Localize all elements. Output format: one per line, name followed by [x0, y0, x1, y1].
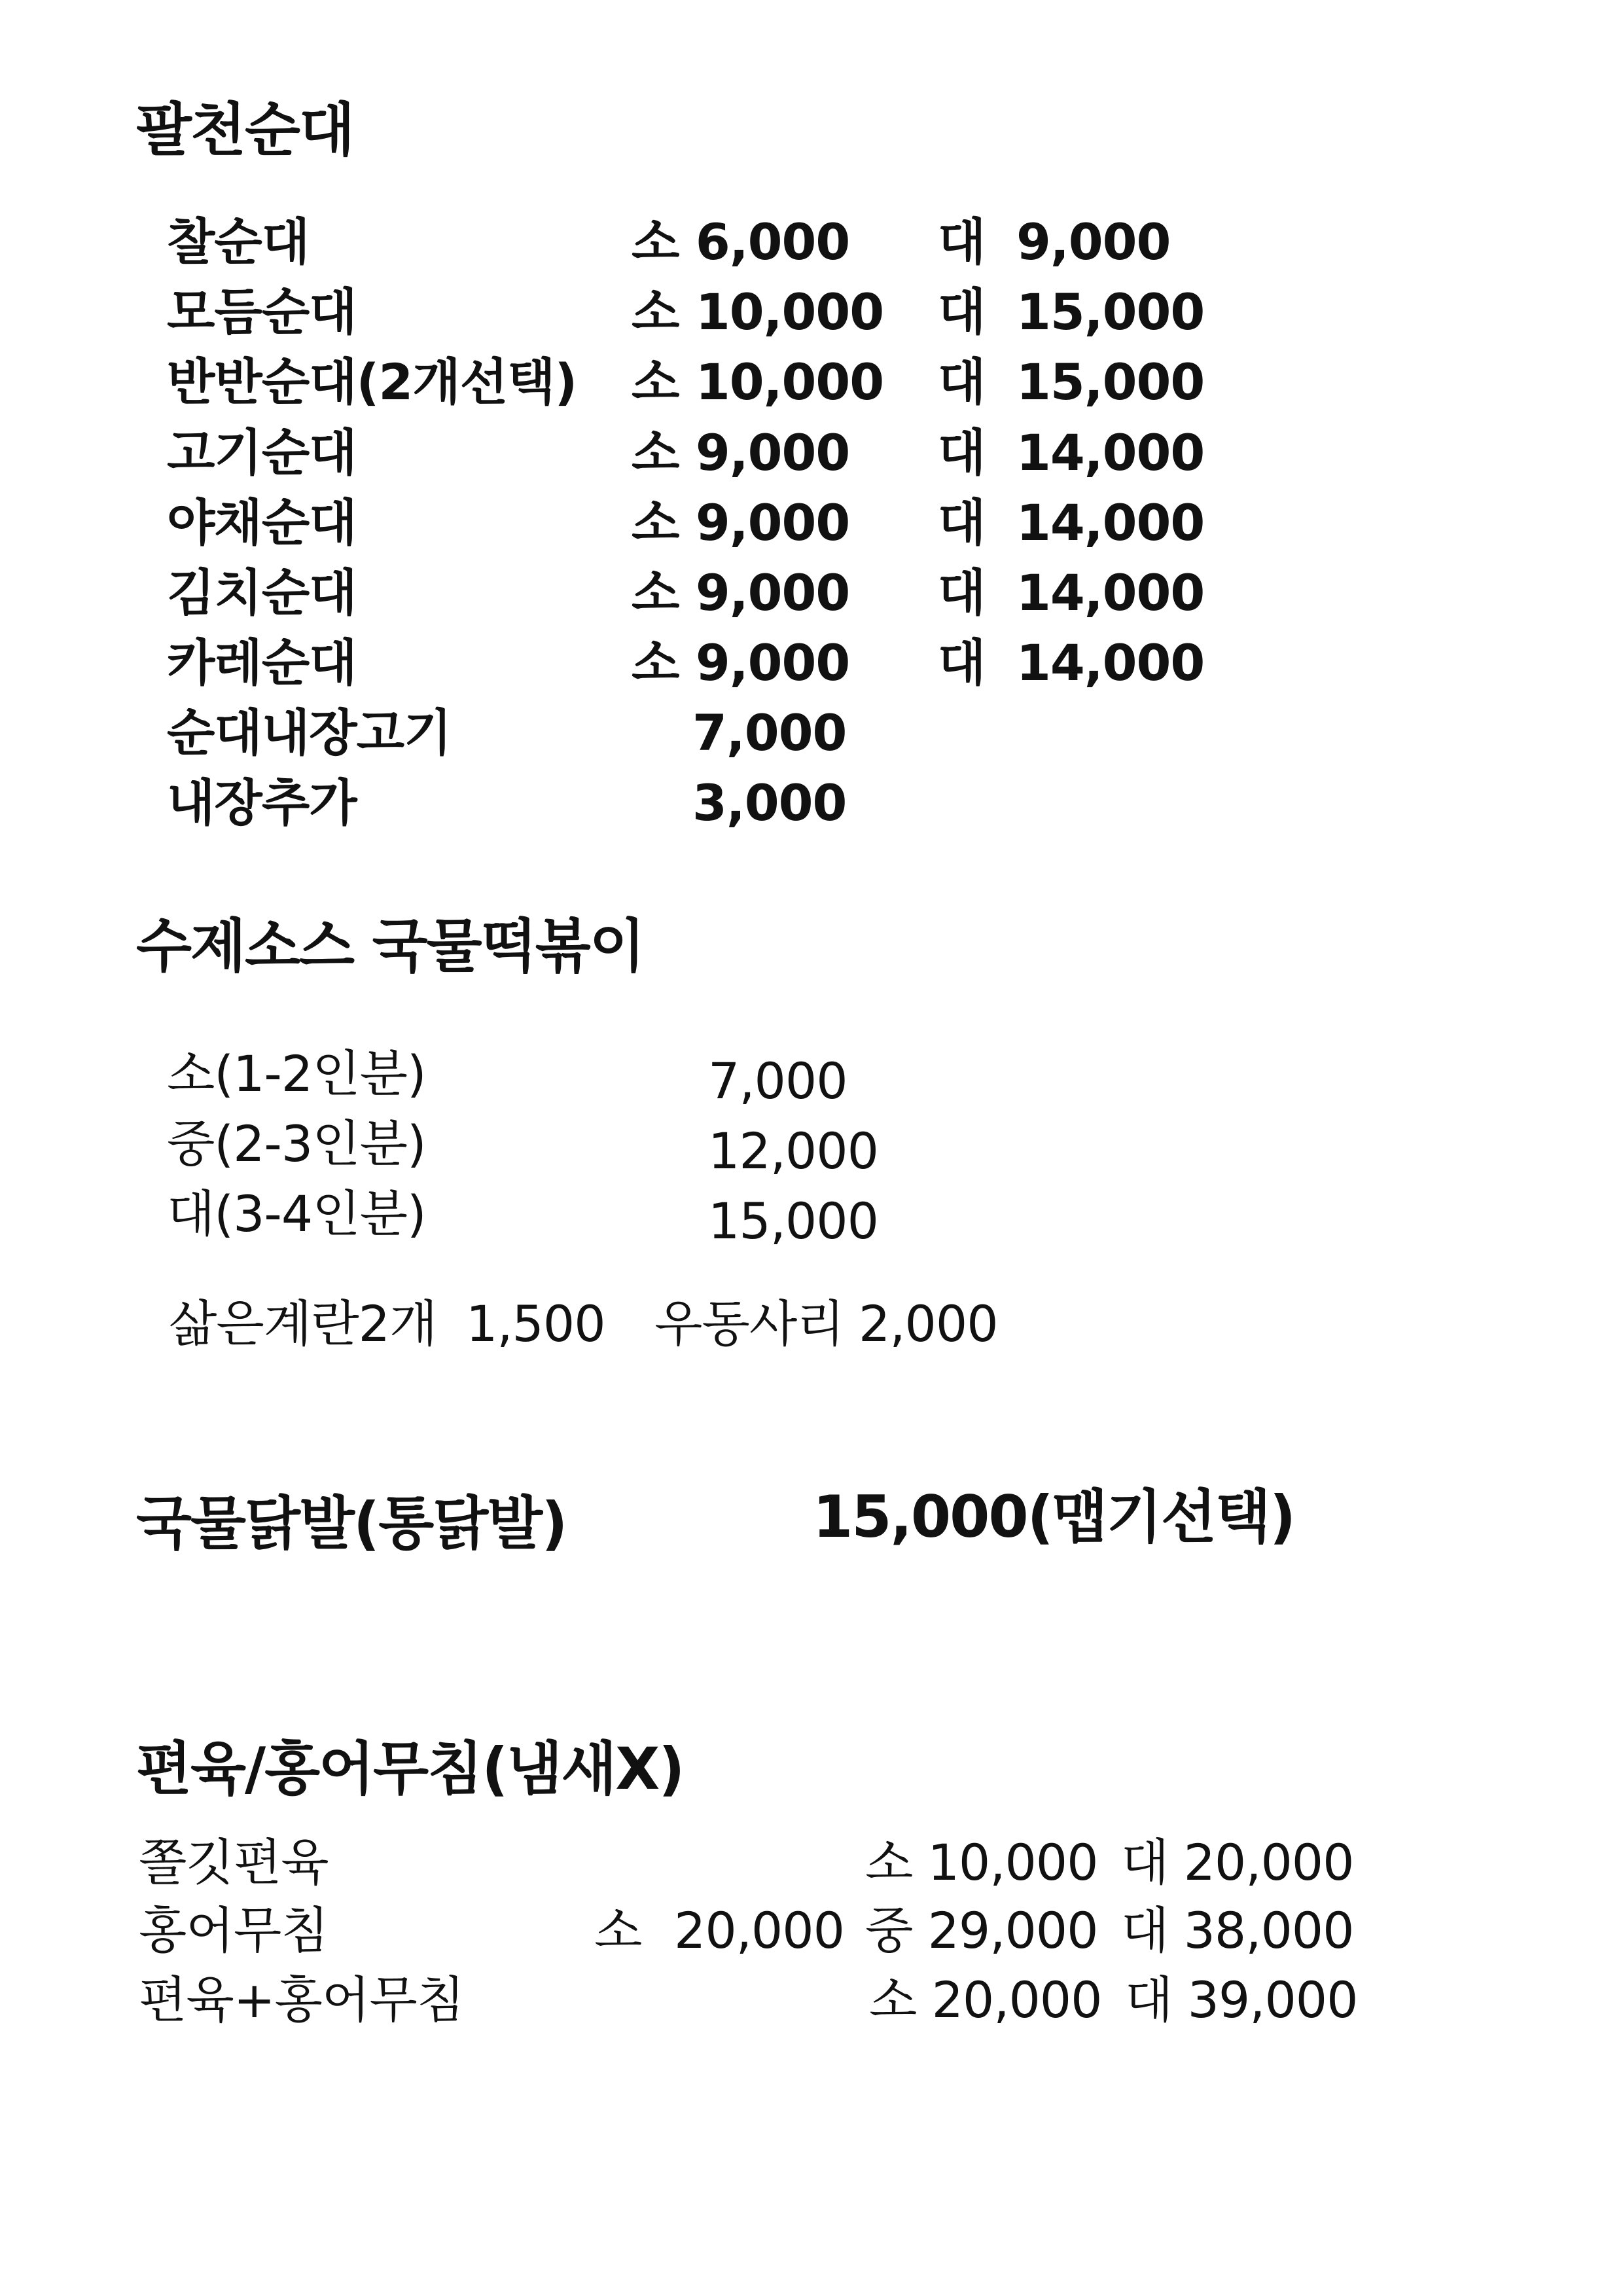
menu-item-name: 내장추가	[167, 774, 357, 832]
menu-item-small-price: 소 9,000	[632, 493, 850, 552]
menu-item-price: 12,000	[708, 1122, 878, 1180]
menu-item-price: 7,000	[692, 704, 847, 762]
menu-item-name: 찰순대	[167, 213, 310, 271]
menu-item-large-mark: 대	[938, 564, 986, 622]
menu-item-large-mark: 대	[938, 634, 986, 692]
menu-item-large-mark: 대	[938, 493, 986, 552]
menu-item-name: 대(3-4인분)	[167, 1185, 426, 1243]
menu-item-name: 김치순대	[167, 564, 357, 622]
menu-item-small-price: 소 10,000	[632, 283, 884, 341]
menu-item-name: 편육+홍어무침	[139, 1971, 465, 2029]
extra-item-name: 삶은계란2개	[169, 1295, 437, 1353]
menu-item-small-price: 소 9,000	[632, 634, 850, 692]
menu-item-large-price: 15,000	[1016, 283, 1205, 341]
menu-item-name: 소(1-2인분)	[167, 1045, 426, 1103]
menu-item-large-mark: 대	[938, 423, 986, 482]
menu-item-price: 3,000	[692, 774, 847, 832]
menu-item-price: 15,000	[708, 1192, 878, 1250]
menu-item-small-price: 소 10,000	[632, 353, 884, 411]
menu-item-large-mark: 대	[938, 283, 986, 341]
menu-item-large-mark: 대	[938, 353, 986, 411]
menu-item-name: 홍어무침	[139, 1901, 329, 1960]
menu-item-name: 중(2-3인분)	[167, 1115, 426, 1173]
menu-item-small-price: 소 10,000	[865, 1833, 1098, 1892]
section-title-dakbal: 국물닭발(통닭발)	[136, 1490, 567, 1557]
section-title-sundae: 팔천순대	[136, 96, 354, 164]
menu-item-large-price: 14,000	[1016, 564, 1205, 622]
menu-item-small-price: 소 9,000	[632, 423, 850, 482]
section-title-pyeonyuk: 편육/홍어무침(냄새X)	[136, 1735, 684, 1803]
menu-item-small-price: 소 9,000	[632, 564, 850, 622]
menu-item-name: 쫄깃편육	[139, 1833, 329, 1892]
menu-item-large-price: 9,000	[1016, 213, 1171, 271]
menu-item-large-price: 14,000	[1016, 423, 1205, 482]
extra-item-price: 1,500	[466, 1295, 605, 1353]
section-title-tteokbokki: 수제소스 국물떡볶이	[136, 912, 644, 980]
menu-item-name: 순대내장고기	[167, 704, 452, 762]
extra-item-price: 2,000	[859, 1295, 998, 1353]
menu-item-large-mark: 대	[938, 213, 986, 271]
menu-item-name: 고기순대	[167, 423, 357, 482]
menu-item-name: 모듬순대	[167, 283, 357, 341]
menu-item-small-mark: 소	[594, 1901, 642, 1960]
menu-item-large-price: 14,000	[1016, 493, 1205, 552]
menu-item-small-price: 20,000	[674, 1901, 844, 1960]
menu-item-large-price: 대 39,000	[1125, 1971, 1358, 2029]
menu-item-large-price: 15,000	[1016, 353, 1205, 411]
menu-item-name: 야채순대	[167, 493, 357, 552]
menu-item-small-price: 소 20,000	[869, 1971, 1102, 2029]
menu-item-price: 7,000	[708, 1052, 847, 1110]
menu-item-large-price: 14,000	[1016, 634, 1205, 692]
dakbal-price: 15,000(맵기선택)	[813, 1483, 1295, 1551]
menu-item-large-price: 대 38,000	[1121, 1901, 1354, 1960]
extra-item-name: 우동사리	[654, 1295, 844, 1353]
menu-item-medium-price: 중 29,000	[865, 1901, 1098, 1960]
menu-item-large-price: 대 20,000	[1121, 1833, 1354, 1892]
menu-item-name: 카레순대	[167, 634, 357, 692]
menu-item-name: 반반순대(2개선택)	[167, 353, 577, 411]
menu-item-small-price: 소 6,000	[632, 213, 850, 271]
